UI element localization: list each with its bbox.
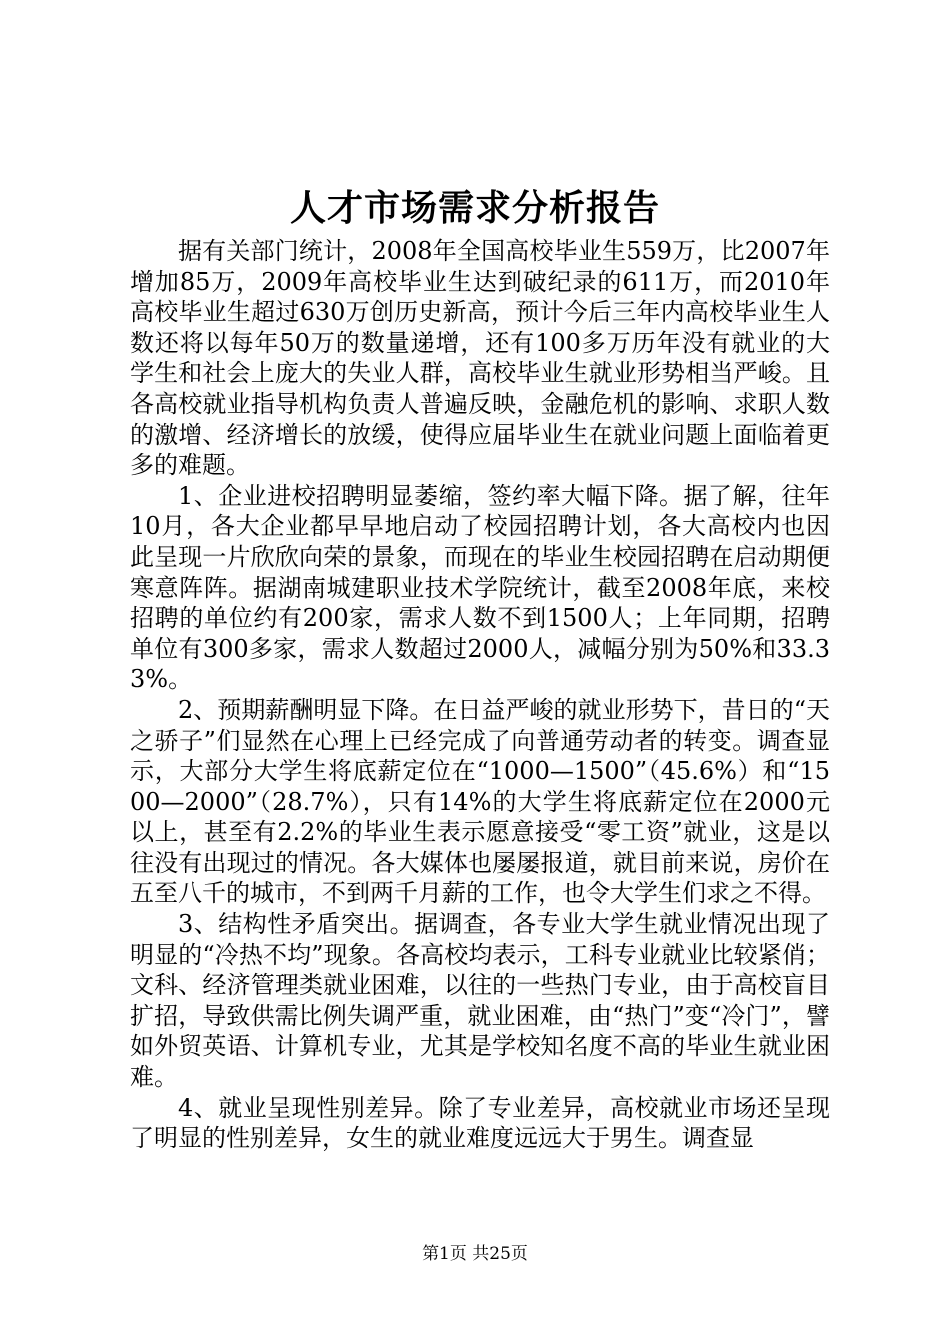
paragraph-intro: 据有关部门统计，2008年全国高校毕业生559万，比2007年增加85万，2009年高校毕业生达到破纪录的611万，而2010年高校毕业生超过630万创历史新高，预计今后三年内高校毕业生人数还将以每年50万的数量递增，还有100多万历年没有就业的大学生和社会上庞大的失业人群，高校毕业生就业形势相当严峻。且各高校就业指导机构负责人普遍反映，金融危机的影响、求职人数的激增、经济增长的放缓，使得应届毕业生在就业问题上面临着更多的难题。 xyxy=(130,237,830,480)
document-body xyxy=(130,236,830,1154)
page-footer: 第1页 共25页 xyxy=(422,1244,528,1264)
paragraph-3: 3、结构性矛盾突出。据调查，各专业大学生就业情况出现了明显的“冷热不均”现象。各高校均表示，工科专业就业比较紧俏；文科、经济管理类就业困难，以往的一些热门专业，由于高校盲目扩招，导致供需比例失调严重，就业困难，由“热门”变“冷门”，譬如外贸英语、计算机专业，尤其是学校知名度不高的毕业生就业困难。 xyxy=(130,910,830,1092)
paragraph-4: 4、就业呈现性别差异。除了专业差异，高校就业市场还呈现了明显的性别差异，女生的就业难度远远大于男生。调查显 xyxy=(130,1093,830,1153)
document-title: 人才市场需求分析报告 xyxy=(289,187,660,229)
paragraph-2: 2、预期薪酬明显下降。在日益严峻的就业形势下，昔日的“天之骄子”们显然在心理上已经完成了向普通劳动者的转变。调查显示，大部分大学生将底薪定位在“1000—1500”（45.6%）和“1500—2000”（28.7%），只有14%的大学生将底薪定位在2000元以上，甚至有2.2%的毕业生表示愿意接受“零工资”就业，这是以往没有出现过的情况。各大媒体也屡屡报道，就目前来说，房价在五至八千的城市，不到两千月薪的工作，也令大学生们求之不得。 xyxy=(130,695,830,908)
paragraph-1: 1、企业进校招聘明显萎缩，签约率大幅下降。据了解，往年10月，各大企业都早早地启动了校园招聘计划，各大高校内也因此呈现一片欣欣向荣的景象，而现在的毕业生校园招聘在启动期便寒意阵阵。据湖南城建职业技术学院统计，截至2008年底，来校招聘的单位约有200家，需求人数不到1500人；上年同期，招聘单位有300多家，需求人数超过2000人，减幅分别为50%和33.33%。 xyxy=(130,481,830,694)
